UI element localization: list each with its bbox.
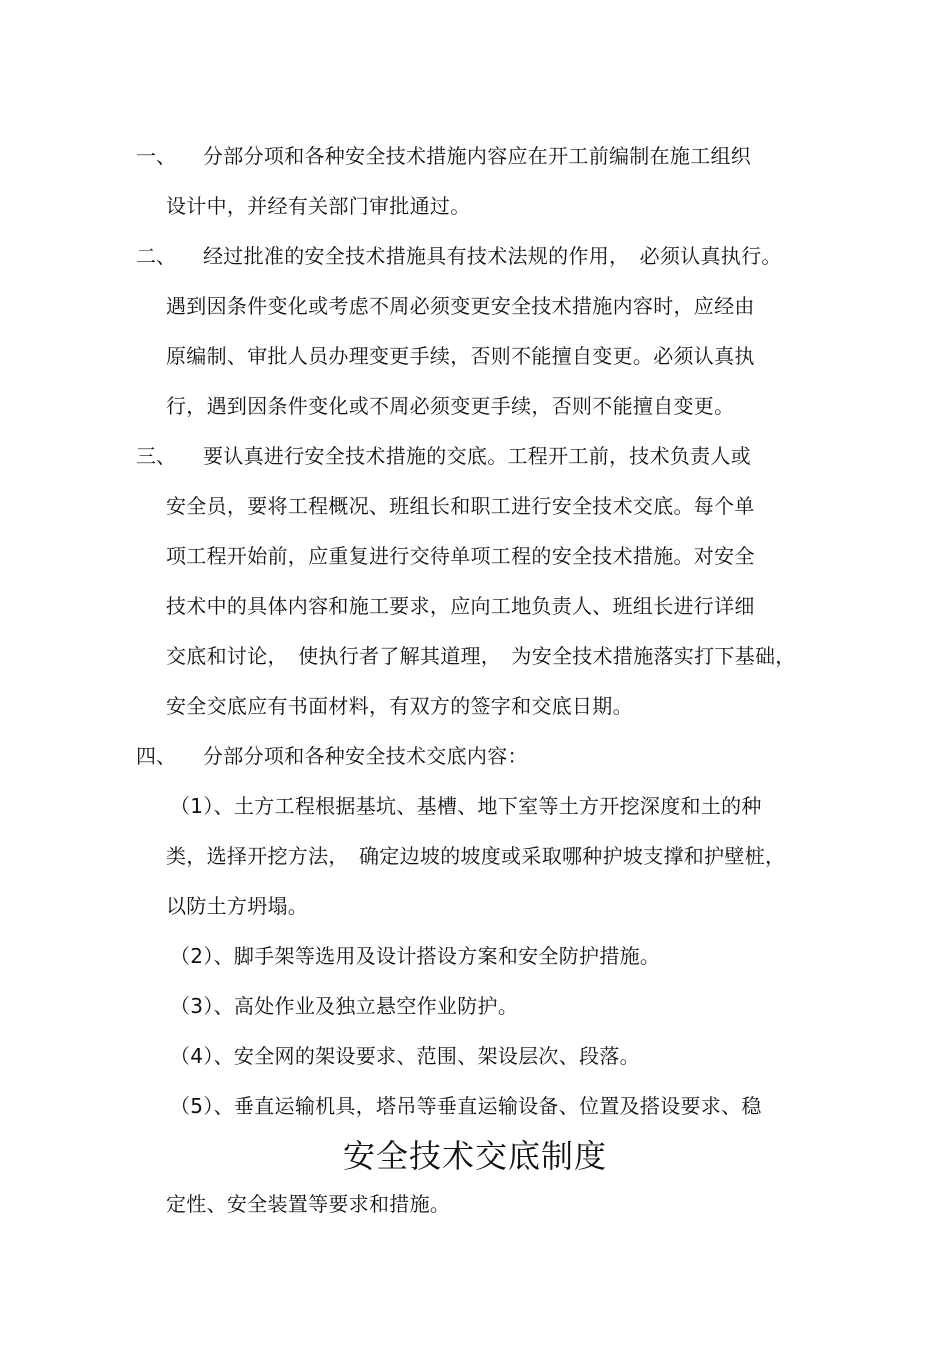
- section-2-line-2: 遇到因条件变化或考虑不周必须变更安全技术措施内容时，应经由: [166, 294, 755, 318]
- section-4-marker: 四、: [136, 744, 176, 768]
- section-3-line-6: 安全交底应有书面材料，有双方的签字和交底日期。: [166, 694, 633, 718]
- section-1-marker: 一、: [136, 144, 176, 168]
- section-3-marker: 三、: [136, 444, 176, 468]
- item-4-line-1: （4）、安全网的架设要求、范围、架设层次、段落。: [170, 1044, 640, 1068]
- section-2-marker: 二、: [136, 244, 176, 268]
- item-1-line-3: 以防土方坍塌。: [166, 894, 309, 918]
- item-2-line-1: （2）、脚手架等选用及设计搭设方案和安全防护措施。: [170, 944, 661, 968]
- section-3-line-4: 技术中的具体内容和施工要求，应向工地负责人、班组长进行详细: [166, 594, 755, 618]
- section-2-line-1: 经过批准的安全技术措施具有技术法规的作用， 必须认真执行。: [203, 244, 782, 268]
- section-1-line-2: 设计中，并经有关部门审批通过。: [166, 194, 471, 218]
- item-1-line-2: 类，选择开挖方法， 确定边坡的坡度或采取哪种护坡支撑和护壁桩，: [166, 844, 786, 868]
- section-3-line-5: 交底和讨论， 使执行者了解其道理， 为安全技术措施落实打下基础，: [166, 644, 796, 668]
- section-3-line-1: 要认真进行安全技术措施的交底。工程开工前，技术负责人或: [203, 444, 752, 468]
- section-3-line-3: 项工程开始前，应重复进行交待单项工程的安全技术措施。对安全: [166, 544, 755, 568]
- item-5-line-1: （5）、垂直运输机具，塔吊等垂直运输设备、位置及搭设要求、稳: [170, 1094, 762, 1118]
- section-1-line-1: 分部分项和各种安全技术措施内容应在开工前编制在施工组织: [203, 144, 752, 168]
- section-2-line-3: 原编制、审批人员办理变更手续，否则不能擅自变更。必须认真执: [166, 344, 755, 368]
- item-1-line-1: （1）、土方工程根据基坑、基槽、地下室等土方开挖深度和土的种: [170, 794, 762, 818]
- document-title: 安全技术交底制度: [342, 1137, 607, 1175]
- section-2-line-4: 行，遇到因条件变化或不周必须变更手续，否则不能擅自变更。: [166, 394, 735, 418]
- item-3-line-1: （3）、高处作业及独立悬空作业防护。: [170, 994, 519, 1018]
- item-5-line-2: 定性、安全装置等要求和措施。: [166, 1192, 451, 1216]
- section-3-line-2: 安全员，要将工程概况、班组长和职工进行安全技术交底。每个单: [166, 494, 755, 518]
- section-4-line-1: 分部分项和各种安全技术交底内容：: [203, 744, 528, 768]
